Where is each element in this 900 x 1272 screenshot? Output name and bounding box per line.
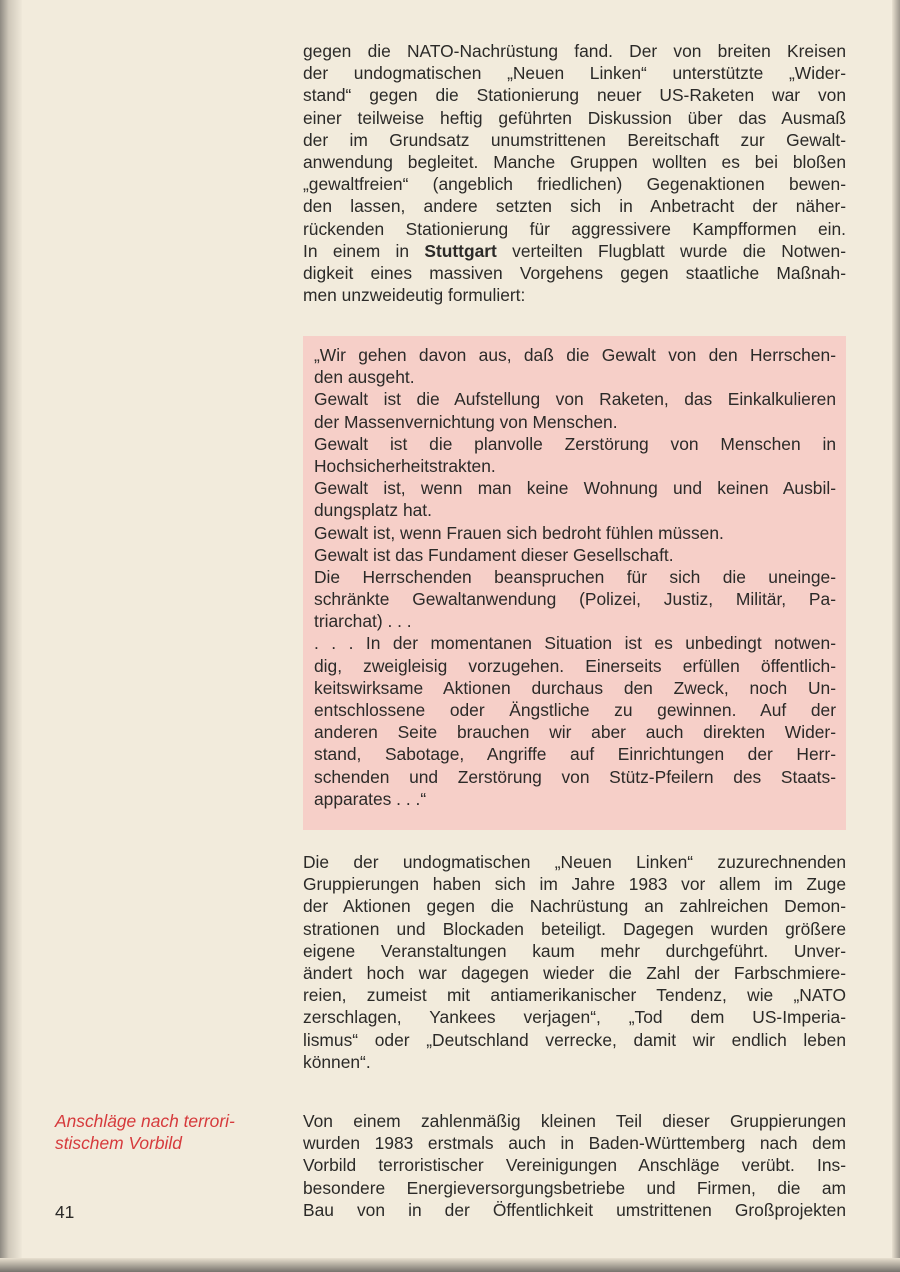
text-line: dungsplatz hat. — [314, 500, 432, 521]
page-edge — [892, 0, 900, 1272]
text-line: Gewalt ist die planvolle Zerstörung von Menschen in — [314, 433, 836, 454]
text-line: der Massenvernichtung von Menschen. — [314, 411, 618, 432]
text-line: Gewalt ist das Fundament dieser Gesellschaft. — [314, 544, 674, 565]
text-line: digkeit eines massiven Vorgehens gegen staatliche Maßnah- — [303, 262, 846, 283]
text-line: wurden 1983 erstmals auch in Baden-Württemberg nach dem — [303, 1133, 846, 1154]
text-line: den lassen, andere setzten sich in Anbetracht der näher- — [303, 196, 846, 217]
text-line: „Wir gehen davon aus, daß die Gewalt von den Herrschen- — [314, 345, 836, 365]
text-line: anderen Seite brauchen wir aber auch direkten Wider- — [314, 722, 836, 743]
text-line: Die der undogmatischen „Neuen Linken“ zuzurechnenden — [303, 852, 846, 872]
text-line: schränkte Gewaltanwendung (Polizei, Justiz, Militär, Pa- — [314, 589, 836, 610]
text-line: In einem in Stuttgart verteilten Flugblatt wurde die Notwen- — [303, 240, 846, 261]
bold-place-name: Stuttgart — [424, 240, 497, 261]
text-line: gegen die NATO-Nachrüstung fand. Der von breiten Kreisen — [303, 41, 846, 61]
text-line: Hochsicherheitstrakten. — [314, 455, 496, 476]
text-line: den ausgeht. — [314, 367, 415, 388]
text-line: stand“ gegen die Stationierung neuer US-Raketen war von — [303, 85, 846, 106]
text-line: „gewaltfreien“ (angeblich friedlichen) Gegenaktionen bewen- — [303, 174, 846, 195]
text-line: eigene Veranstaltungen kaum mehr durchgeführt. Unver- — [303, 940, 846, 961]
paragraph-2 — [303, 851, 846, 1073]
text-line: stand, Sabotage, Angriffe auf Einrichtungen der Herr- — [314, 744, 836, 765]
text-line: der Aktionen gegen die Nachrüstung an zahlreichen Demon- — [303, 896, 846, 917]
text-line: einer teilweise heftig geführten Diskussion über das Ausmaß — [303, 107, 846, 128]
text-line: Gruppierungen haben sich im Jahre 1983 vor allem im Zuge — [303, 874, 846, 895]
text-line: anwendung begleitet. Manche Gruppen wollten es bei bloßen — [303, 151, 846, 172]
text-line: Die Herrschenden beanspruchen für sich die uneinge- — [314, 566, 836, 587]
text-line: der undogmatischen „Neuen Linken“ unterstützte „Wider- — [303, 63, 846, 84]
text-line: ändert hoch war dagegen wieder die Zahl der Farbschmiere- — [303, 962, 846, 983]
text-line: zerschlagen, Yankees verjagen“, „Tod dem US-Imperia- — [303, 1007, 846, 1028]
text-line: Bau von in der Öffentlichkeit umstrittenen Großprojekten — [303, 1199, 846, 1220]
text-line: Vorbild terroristischer Vereinigungen Anschläge verübt. Ins- — [303, 1155, 846, 1176]
text-line: triarchat) . . . — [314, 611, 412, 632]
text-line: men unzweideutig formuliert: — [303, 285, 526, 306]
margin-note-line: stischem Vorbild — [55, 1133, 182, 1154]
text-line: Gewalt ist die Aufstellung von Raketen, das Einkalkulieren — [314, 389, 836, 410]
text-line: Gewalt ist, wenn Frauen sich bedroht fühlen müssen. — [314, 522, 724, 543]
text-line: keitswirksame Aktionen durchaus den Zweck, noch Un- — [314, 677, 836, 698]
text-line: Von einem zahlenmäßig kleinen Teil dieser Gruppierungen — [303, 1111, 846, 1131]
page-number: 41 — [55, 1202, 75, 1222]
page-edge-bottom — [0, 1258, 900, 1272]
text-line: können“. — [303, 1051, 371, 1072]
text-line: rückenden Stationierung für aggressivere Kampfformen ein. — [303, 218, 846, 239]
text-line: der im Grundsatz unumstrittenen Bereitschaft zur Gewalt- — [303, 129, 846, 150]
text-line: lismus“ oder „Deutschland verrecke, damit wir endlich leben — [303, 1029, 846, 1050]
text-line: schenden und Zerstörung von Stütz-Pfeilern des Staats- — [314, 766, 836, 787]
text-line: reien, zumeist mit antiamerikanischer Tendenz, wie „NATO — [303, 985, 846, 1006]
text-line: apparates . . .“ — [314, 788, 427, 809]
text-line: dig, zweigleisig vorzugehen. Einerseits erfüllen öffentlich- — [314, 655, 836, 676]
paragraph-1 — [303, 40, 846, 306]
text-line: besondere Energieversorgungsbetriebe und Firmen, die am — [303, 1177, 846, 1198]
text-line: . . . In der momentanen Situation ist es unbedingt notwen- — [314, 633, 836, 654]
margin-note-line: Anschläge nach terrori- — [55, 1111, 235, 1131]
margin-note — [55, 1110, 235, 1154]
text-line: Gewalt ist, wenn man keine Wohnung und keinen Ausbil- — [314, 478, 836, 499]
leaflet-quote — [314, 344, 836, 810]
paragraph-3 — [303, 1110, 846, 1221]
text-line: entschlossene oder Ängstliche zu gewinnen. Auf der — [314, 700, 836, 720]
page-binding-shadow — [0, 0, 22, 1272]
text-line: strationen und Blockaden beteiligt. Dagegen wurden größere — [303, 918, 846, 939]
